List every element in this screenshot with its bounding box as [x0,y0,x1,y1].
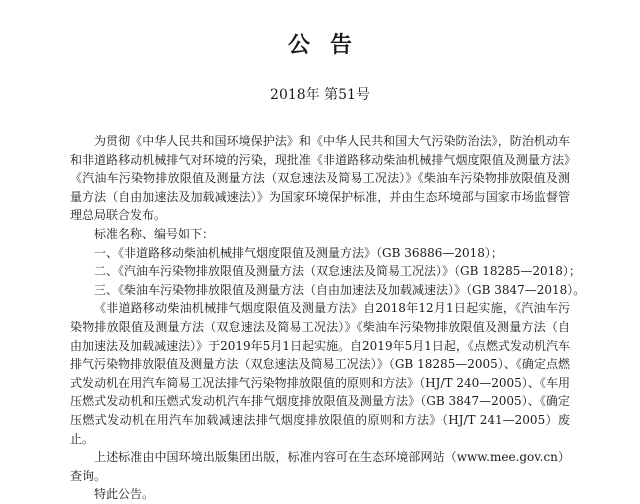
standard-item: 一、《非道路移动柴油机械排气烟度限值及测量方法》（GB 36886—2018）； [94,245,503,260]
announcement-body [70,132,586,504]
publication-paragraph: 上述标准由中国环境出版集团出版，标准内容可在生态环境部网站（www.mee.gov.cn）查询。 [70,450,570,483]
list-heading: 标准名称、编号如下： [94,226,215,241]
effective-date-paragraph: 《非道路移动柴油机械排气烟度限值及测量方法》自2018年12月1日起实施，《汽油车污染物排放限值及测量方法（双怠速法及简易工况法）》《柴油车污染物排放限值及测量方法（自由加速法及加载减速法）》于2019年5月1日起实施。自2019年5月1日起，《点燃式发动机汽车排气污染物排放限值及测量方法（双怠速法及简易工况法）》（GB 18285—2005）、《确定点燃式发动机在用汽车简易工况法排气污染物排放限值的原则和方法》（HJ/T 240—2005）、《车用压燃式发动机和压燃式发动机汽车排气烟度排放限值及测量方法》（GB 3847—2005）、《确定压燃式发动机在用汽车加载减速法排气烟度排放限值的原则和方法》（HJ/T 241—2005）废止。 [70,301,570,446]
standard-item: 三、《柴油车污染物排放限值及测量方法（自由加速法及加载减速法）》（GB 3847—2018）。 [94,282,586,297]
standard-item: 二、《汽油车污染物排放限值及测量方法（双怠速法及简易工况法）》（GB 18285—2018）； [94,264,581,279]
page-title: 公告 [287,32,372,58]
closing-line: 特此公告。 [94,487,155,502]
document-number: 2018年 第51号 [270,87,370,103]
intro-paragraph: 为贯彻《中华人民共和国环境保护法》和《中华人民共和国大气污染防治法》，防治机动车和非道路移动机械排气对环境的污染，现批准《非道路移动柴油机械排气烟度限值及测量方法》《汽油车污染物排放限值及测量方法（双怠速法及简易工况法）》《柴油车污染物排放限值及测量方法（自由加速法及加载减速法）》为国家环境保护标准，并由生态环境部与国家市场监督管理总局联合发布。 [70,134,570,223]
